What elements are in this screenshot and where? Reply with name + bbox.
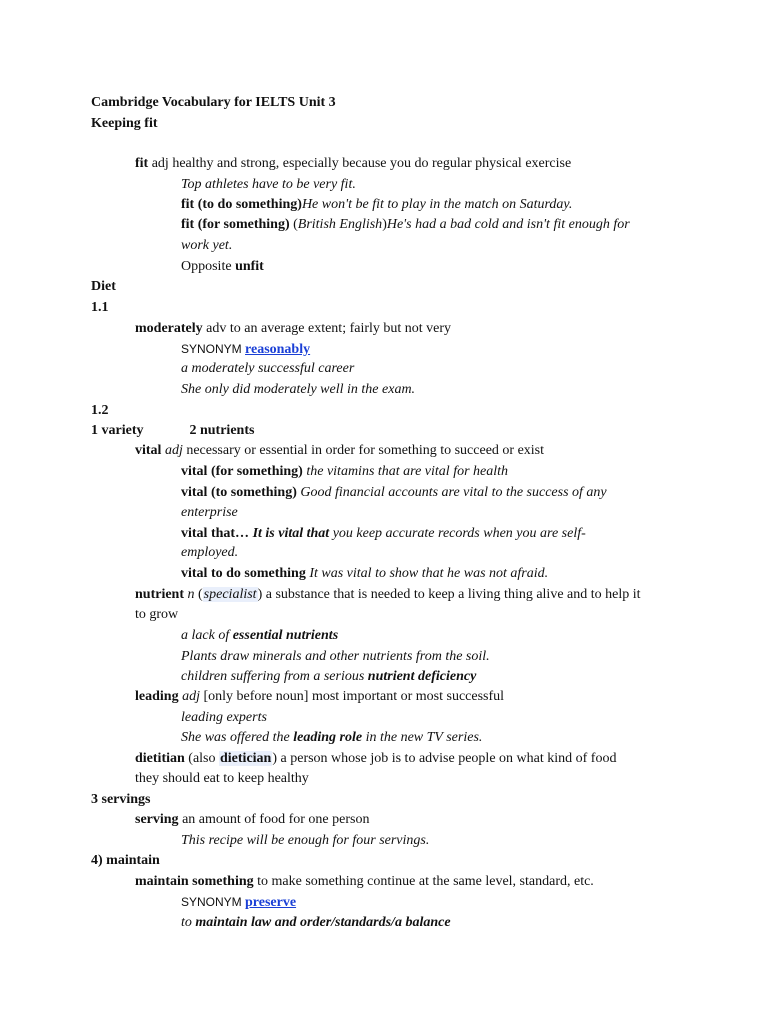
entry-maintain: [135, 872, 594, 892]
synonym-label: SYNONYM: [181, 342, 246, 356]
headword-dietitian: dietitian: [135, 751, 185, 766]
section-number-1-1: 1.1: [91, 300, 109, 315]
also-label: (also: [184, 751, 219, 766]
definition-leading: most important or most successful: [308, 689, 505, 704]
section-heading-servings: 3 servings: [91, 792, 151, 807]
phrase-vital-for: [181, 462, 508, 482]
example-moderately-1: a moderately successful career: [181, 361, 355, 376]
phrase-example: He won't be fit to play in the match on Saturday.: [301, 197, 573, 212]
document-title: Cambridge Vocabulary for IELTS Unit 3: [91, 95, 336, 110]
phrase-label: fit (for something): [181, 217, 290, 232]
phrase-label: vital (for something): [181, 464, 303, 479]
headword-maintain: maintain something: [135, 874, 254, 889]
answers-1-2: [91, 421, 254, 441]
phrase-vital-that: [181, 524, 586, 544]
opposite-word: unfit: [235, 259, 264, 274]
opposite-label: Opposite: [181, 259, 236, 274]
synonym-moderately: [181, 339, 310, 360]
phrase-vital-to: [181, 483, 607, 503]
definition-fit: adj healthy and strong, especially because you do regular physical exercise: [148, 156, 572, 171]
phrase-example-continued: enterprise: [181, 505, 238, 520]
section-heading-maintain: 4) maintain: [91, 853, 160, 868]
phrase-vital-to-do: [181, 564, 548, 584]
headword-fit: fit: [135, 156, 149, 171]
phrase-example: the vitamins that are vital for health: [302, 464, 509, 479]
paren-close: ): [382, 217, 387, 232]
example-leading-1: leading experts: [181, 710, 267, 725]
phrase-label: fit (to do something): [181, 197, 302, 212]
phrase-example: It was vital to show that he was not afraid.: [305, 566, 549, 581]
synonym-link-reasonably[interactable]: reasonably: [245, 342, 311, 357]
example-text: in the new TV series.: [362, 730, 483, 745]
example-moderately-2: She only did moderately well in the exam.: [181, 382, 416, 397]
entry-dietitian: [135, 749, 616, 769]
example-text: She was offered the: [181, 730, 294, 745]
headword-nutrient: nutrient: [135, 587, 184, 602]
phrase-fit-for: [181, 215, 630, 235]
synonym-link-preserve[interactable]: preserve: [245, 895, 297, 910]
entry-serving: [135, 810, 369, 830]
example-maintain-1: [181, 913, 451, 933]
example-text: a lack of: [181, 628, 233, 643]
synonym-maintain: [181, 892, 296, 913]
entry-fit: [135, 154, 571, 174]
section-number-1-2: 1.2: [91, 403, 109, 418]
phrase-example: He's had a bad cold and isn't fit enough for: [386, 217, 630, 232]
phrase-label: vital that…: [181, 526, 253, 541]
example-nutrient-1: [181, 626, 338, 646]
definition-serving: an amount of food for one person: [178, 812, 370, 827]
paren-close: ): [272, 751, 278, 766]
phrase-label: vital to do something: [181, 566, 306, 581]
document-subtitle: Keeping fit: [91, 116, 158, 131]
headword-vital: vital: [135, 443, 162, 458]
headword-serving: serving: [135, 812, 179, 827]
answer-1: 1 variety: [91, 423, 144, 438]
example-collocation: nutrient deficiency: [367, 669, 477, 684]
phrase-fit-to-do: [181, 195, 572, 215]
example-collocation: maintain law and order/standards/a balance: [195, 915, 451, 930]
example-collocation: leading role: [293, 730, 363, 745]
definition-moderately: adv to an average extent; fairly but not very: [202, 321, 452, 336]
definition-dietitian: a person whose job is to advise people on what kind of food: [277, 751, 617, 766]
headword-leading: leading: [135, 689, 179, 704]
section-heading-diet: Diet: [91, 279, 116, 294]
entry-vital: [135, 441, 544, 461]
entry-nutrient: [135, 585, 641, 605]
paren-open: (: [289, 217, 298, 232]
example-collocation: essential nutrients: [232, 628, 339, 643]
example-fit-1: Top athletes have to be very fit.: [181, 177, 356, 192]
phrase-example-continued: employed.: [181, 545, 239, 560]
phrase-label: vital (to something): [181, 485, 297, 500]
example-text: to: [181, 915, 196, 930]
entry-moderately: [135, 319, 451, 339]
definition-vital: necessary or essential in order for something to succeed or exist: [182, 443, 545, 458]
pos-label: adj: [178, 689, 200, 704]
example-serving-1: This recipe will be enough for four servings.: [181, 833, 430, 848]
phrase-example-continued: work yet.: [181, 238, 233, 253]
grammar-label: [only before noun]: [199, 689, 309, 704]
definition-maintain: to make something continue at the same level, standard, etc.: [253, 874, 594, 889]
example-text: children suffering from a serious: [181, 669, 368, 684]
register-label: British English: [297, 217, 383, 232]
phrase-emphasis: It is vital that: [252, 526, 330, 541]
definition-nutrient: a substance that is needed to keep a living thing alive and to help it: [262, 587, 641, 602]
phrase-example: Good financial accounts are vital to the success of any: [296, 485, 607, 500]
example-nutrient-2: Plants draw minerals and other nutrients from the soil.: [181, 649, 490, 664]
headword-moderately: moderately: [135, 321, 203, 336]
pos-label: adj: [161, 443, 183, 458]
definition-continued: to grow: [135, 607, 179, 622]
register-label: specialist: [203, 587, 257, 602]
phrase-example: you keep accurate records when you are self-: [329, 526, 586, 541]
example-nutrient-3: [181, 667, 476, 687]
opposite-fit: [181, 257, 264, 277]
answer-2: 2 nutrients: [189, 423, 255, 438]
definition-continued: they should eat to keep healthy: [135, 771, 309, 786]
entry-leading: [135, 687, 504, 707]
paren-open: (: [194, 587, 203, 602]
alternate-spelling: dietician: [220, 751, 272, 766]
synonym-label: SYNONYM: [181, 895, 246, 909]
paren-close: ): [257, 587, 263, 602]
example-leading-2: [181, 728, 482, 748]
pos-label: n: [184, 587, 195, 602]
